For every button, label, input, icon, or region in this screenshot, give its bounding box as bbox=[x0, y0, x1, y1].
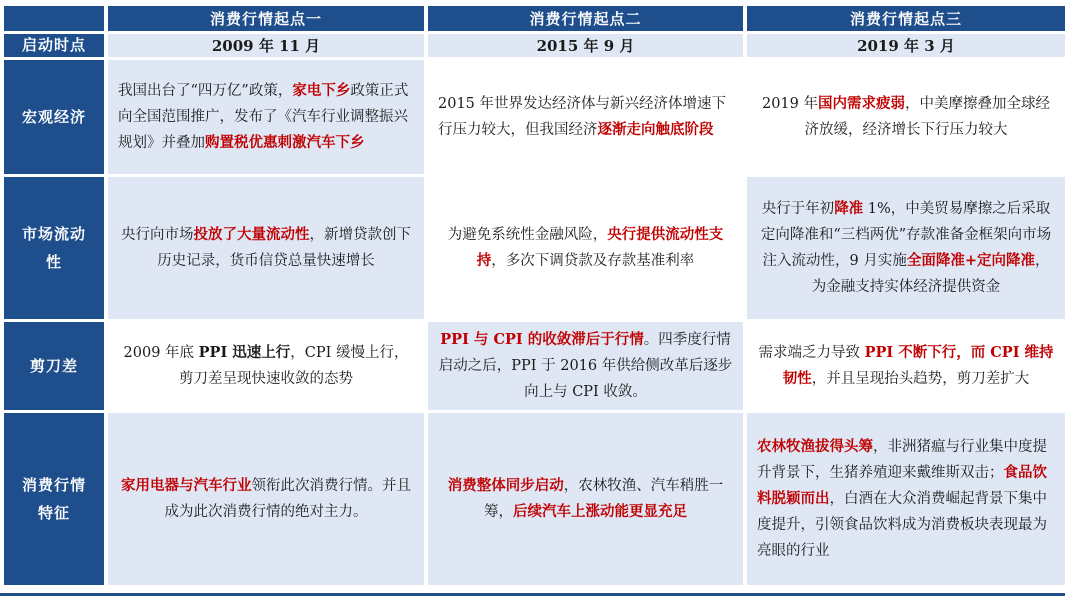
scissors-cell-1: 2009 年底 PPI 迅速上行，CPI 缓慢上行，剪刀差呈现快速收敛的态势 bbox=[108, 322, 424, 410]
header-corner bbox=[4, 6, 104, 31]
row-label-features: 消费行情 特征 bbox=[4, 413, 104, 585]
macro-cell-2: 2015 年世界发达经济体与新兴经济体增速下行压力较大，但我国经济逐渐走向触底阶段 bbox=[428, 60, 743, 174]
start-date-2: 2015 年 9 月 bbox=[428, 34, 743, 57]
header-col-3: 消费行情起点三 bbox=[747, 6, 1065, 31]
row-label-start: 启动时点 bbox=[4, 34, 104, 57]
features-cell-1: 家用电器与汽车行业领衔此次消费行情。并且成为此次消费行情的绝对主力。 bbox=[108, 413, 424, 585]
macro-cell-3: 2019 年国内需求疲弱，中美摩擦叠加全球经济放缓，经济增长下行压力较大 bbox=[747, 60, 1065, 174]
macro-cell-1: 我国出台了“四万亿”政策，家电下乡政策正式向全国范围推广，发布了《汽车行业调整振兴规划》并叠加购置税优惠刺激汽车下乡 bbox=[108, 60, 424, 174]
liquidity-cell-1: 央行向市场投放了大量流动性，新增贷款创下历史记录，货币信贷总量快速增长 bbox=[108, 177, 424, 319]
liquidity-cell-2: 为避免系统性金融风险，央行提供流动性支持，多次下调贷款及存款基准利率 bbox=[428, 177, 743, 319]
bottom-border bbox=[0, 593, 1065, 596]
start-date-1: 2009 年 11 月 bbox=[108, 34, 424, 57]
features-cell-3: 农林牧渔拔得头筹，非洲猪瘟与行业集中度提升背景下，生猪养殖迎来戴维斯双击；食品饮料脱颖而出，白酒在大众消费崛起背景下集中度提升，引领食品饮料成为消费板块表现最为亮眼的行业 bbox=[747, 413, 1065, 585]
consumption-cycle-table bbox=[0, 3, 1065, 588]
liquidity-cell-3: 央行于年初降准 1%，中美贸易摩擦之后采取定向降准和“三档两优”存款准备金框架向市场注入流动性，9 月实施全面降准+定向降准，为金融支持实体经济提供资金 bbox=[747, 177, 1065, 319]
features-cell-2: 消费整体同步启动，农林牧渔、汽车稍胜一筹，后续汽车上涨动能更显充足 bbox=[428, 413, 743, 585]
header-col-1: 消费行情起点一 bbox=[108, 6, 424, 31]
row-label-macro: 宏观经济 bbox=[4, 60, 104, 174]
scissors-cell-2: PPI 与 CPI 的收敛滞后于行情。四季度行情启动之后，PPI 于 2016 年供给侧改革后逐步向上与 CPI 收敛。 bbox=[428, 322, 743, 410]
row-label-liquidity: 市场流动 性 bbox=[4, 177, 104, 319]
scissors-cell-3: 需求端乏力导致 PPI 不断下行，而 CPI 维持韧性，并且呈现抬头趋势，剪刀差扩大 bbox=[747, 322, 1065, 410]
start-date-3: 2019 年 3 月 bbox=[747, 34, 1065, 57]
row-label-scissors: 剪刀差 bbox=[4, 322, 104, 410]
header-col-2: 消费行情起点二 bbox=[428, 6, 743, 31]
